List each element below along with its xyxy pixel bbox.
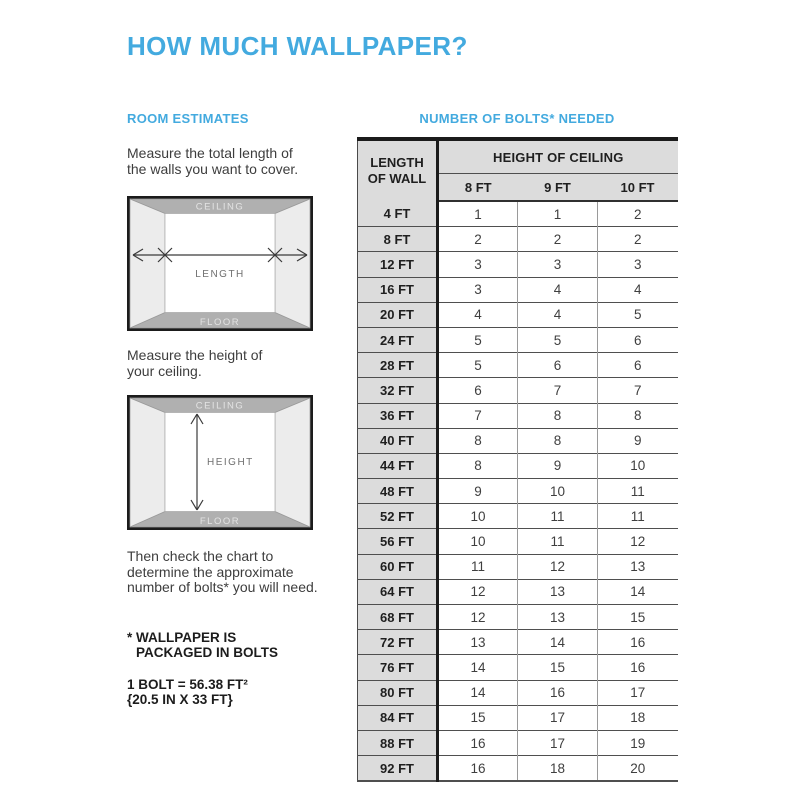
instruction-chart <box>127 549 318 596</box>
room-length-diagram <box>127 196 313 331</box>
bolt-spec <box>127 678 248 707</box>
table-row <box>358 277 678 302</box>
wall-length-cell: 80 FT <box>358 680 438 705</box>
wall-length-cell: 76 FT <box>358 655 438 680</box>
bolt-count-cell: 9 <box>518 453 598 478</box>
table-row <box>358 579 678 604</box>
length-label: LENGTH <box>195 269 245 280</box>
instruction-chart-line3: number of bolts* you will need. <box>127 579 318 595</box>
instruction-height <box>127 348 262 379</box>
table-row <box>358 453 678 478</box>
table-row <box>358 630 678 655</box>
bolt-count-cell: 10 <box>438 529 518 554</box>
bolt-count-cell: 14 <box>438 655 518 680</box>
bolt-count-cell: 5 <box>438 353 518 378</box>
wall-length-cell: 16 FT <box>358 277 438 302</box>
bolts-table-body <box>358 201 678 781</box>
wall-length-cell: 44 FT <box>358 453 438 478</box>
bolt-count-cell: 18 <box>598 705 678 730</box>
bolt-count-cell: 5 <box>598 302 678 327</box>
table-row <box>358 302 678 327</box>
table-row <box>358 756 678 782</box>
table-row <box>358 201 678 227</box>
bolt-count-cell: 12 <box>598 529 678 554</box>
bolt-count-cell: 8 <box>518 428 598 453</box>
col-header-10ft: 10 FT <box>598 174 678 202</box>
wall-length-cell: 20 FT <box>358 302 438 327</box>
bolts-table-heading: NUMBER OF BOLTS* NEEDED <box>419 111 615 126</box>
bolt-count-cell: 11 <box>518 529 598 554</box>
bolt-count-cell: 16 <box>598 630 678 655</box>
wall-length-cell: 72 FT <box>358 630 438 655</box>
bolt-count-cell: 19 <box>598 730 678 755</box>
bolt-count-cell: 11 <box>438 554 518 579</box>
bolt-count-cell: 13 <box>438 630 518 655</box>
bolt-count-cell: 8 <box>518 403 598 428</box>
bolts-table <box>357 137 678 782</box>
wall-length-cell: 8 FT <box>358 227 438 252</box>
bolt-count-cell: 17 <box>518 730 598 755</box>
length-of-wall-line2: OF WALL <box>367 171 427 186</box>
bolt-count-cell: 2 <box>518 227 598 252</box>
table-row <box>358 403 678 428</box>
bolt-count-cell: 1 <box>518 201 598 227</box>
bolt-count-cell: 16 <box>598 655 678 680</box>
bolt-count-cell: 3 <box>598 252 678 277</box>
table-row <box>358 353 678 378</box>
wall-length-cell: 4 FT <box>358 201 438 227</box>
instruction-height-line1: Measure the height of <box>127 347 263 363</box>
wall-length-cell: 60 FT <box>358 554 438 579</box>
length-of-wall-header <box>358 139 438 201</box>
bolt-count-cell: 13 <box>598 554 678 579</box>
wall-length-cell: 12 FT <box>358 252 438 277</box>
table-row <box>358 605 678 630</box>
bolt-count-cell: 9 <box>598 428 678 453</box>
bolt-count-cell: 17 <box>518 705 598 730</box>
bolt-count-cell: 4 <box>518 277 598 302</box>
bolt-spec-line1: 1 BOLT = 56.38 FT² <box>127 677 248 692</box>
floor-label: FLOOR <box>199 317 241 328</box>
bolt-count-cell: 8 <box>598 403 678 428</box>
table-row <box>358 554 678 579</box>
page-title: HOW MUCH WALLPAPER? <box>127 31 468 61</box>
bolts-footnote <box>127 631 278 660</box>
table-row <box>358 479 678 504</box>
table-row <box>358 680 678 705</box>
bolt-count-cell: 17 <box>598 680 678 705</box>
wall-length-cell: 36 FT <box>358 403 438 428</box>
bolt-count-cell: 6 <box>438 378 518 403</box>
bolts-footnote-line2: PACKAGED IN BOLTS <box>136 644 279 660</box>
bolt-count-cell: 16 <box>438 730 518 755</box>
ceiling-label: CEILING <box>195 201 245 213</box>
bolt-count-cell: 11 <box>598 479 678 504</box>
bolt-count-cell: 7 <box>438 403 518 428</box>
instruction-chart-line2: determine the approximate <box>127 563 294 580</box>
bolt-count-cell: 2 <box>438 227 518 252</box>
wall-length-cell: 92 FT <box>358 756 438 782</box>
wall-length-cell: 28 FT <box>358 353 438 378</box>
table-row <box>358 428 678 453</box>
bolt-count-cell: 16 <box>518 680 598 705</box>
wall-length-cell: 56 FT <box>358 529 438 554</box>
bolt-count-cell: 15 <box>598 605 678 630</box>
bolts-footnote-line1: * WALLPAPER IS <box>127 630 237 645</box>
table-row <box>358 252 678 277</box>
bolt-count-cell: 3 <box>438 277 518 302</box>
bolt-count-cell: 12 <box>438 579 518 604</box>
table-row <box>358 504 678 529</box>
table-row <box>358 378 678 403</box>
instruction-height-line2: your ceiling. <box>127 362 202 379</box>
bolt-count-cell: 10 <box>598 453 678 478</box>
back-wall-panel <box>165 214 275 313</box>
floor-label: FLOOR <box>199 516 241 527</box>
ceiling-label: CEILING <box>195 400 245 412</box>
bolt-count-cell: 14 <box>598 579 678 604</box>
table-row <box>358 529 678 554</box>
col-header-8ft: 8 FT <box>438 174 518 202</box>
bolt-count-cell: 7 <box>518 378 598 403</box>
bolt-count-cell: 10 <box>438 504 518 529</box>
right-wall-panel <box>275 398 310 527</box>
wall-length-cell: 32 FT <box>358 378 438 403</box>
wall-length-cell: 88 FT <box>358 730 438 755</box>
bolt-count-cell: 2 <box>598 227 678 252</box>
bolt-count-cell: 14 <box>518 630 598 655</box>
bolt-count-cell: 13 <box>518 579 598 604</box>
room-estimates-heading: ROOM ESTIMATES <box>127 111 249 126</box>
wall-length-cell: 52 FT <box>358 504 438 529</box>
bolt-count-cell: 4 <box>598 277 678 302</box>
bolt-count-cell: 8 <box>438 453 518 478</box>
wall-length-cell: 68 FT <box>358 605 438 630</box>
bolt-count-cell: 1 <box>438 201 518 227</box>
bolt-count-cell: 5 <box>518 327 598 352</box>
bolt-count-cell: 12 <box>438 605 518 630</box>
bolt-count-cell: 2 <box>598 201 678 227</box>
wall-length-cell: 84 FT <box>358 705 438 730</box>
bolt-count-cell: 15 <box>518 655 598 680</box>
bolt-count-cell: 6 <box>518 353 598 378</box>
table-row <box>358 730 678 755</box>
bolt-count-cell: 4 <box>518 302 598 327</box>
bolt-count-cell: 16 <box>438 756 518 782</box>
bolts-table-head <box>358 139 678 201</box>
wall-length-cell: 64 FT <box>358 579 438 604</box>
bolts-table-section <box>357 111 677 782</box>
bolt-count-cell: 15 <box>438 705 518 730</box>
bolt-count-cell: 9 <box>438 479 518 504</box>
bolt-count-cell: 6 <box>598 353 678 378</box>
bolt-spec-line2: {20.5 IN X 33 FT} <box>127 691 233 707</box>
left-wall-panel <box>130 398 165 527</box>
bolt-count-cell: 18 <box>518 756 598 782</box>
table-row <box>358 227 678 252</box>
table-row <box>358 705 678 730</box>
wall-length-cell: 24 FT <box>358 327 438 352</box>
bolt-count-cell: 10 <box>518 479 598 504</box>
bolt-count-cell: 8 <box>438 428 518 453</box>
bolt-count-cell: 12 <box>518 554 598 579</box>
instruction-length-line2: the walls you want to cover. <box>127 160 299 177</box>
bolt-count-cell: 3 <box>518 252 598 277</box>
bolt-count-cell: 3 <box>438 252 518 277</box>
room-height-diagram <box>127 395 313 530</box>
bolt-count-cell: 5 <box>438 327 518 352</box>
bolt-count-cell: 14 <box>438 680 518 705</box>
height-of-ceiling-header: HEIGHT OF CEILING <box>438 139 678 174</box>
right-wall-panel <box>275 199 310 328</box>
bolt-count-cell: 20 <box>598 756 678 782</box>
bolt-count-cell: 11 <box>518 504 598 529</box>
instruction-length <box>127 146 298 177</box>
instruction-chart-line1: Then check the chart to <box>127 548 274 564</box>
height-label: HEIGHT <box>207 457 254 468</box>
bolt-count-cell: 13 <box>518 605 598 630</box>
instruction-length-line1: Measure the total length of <box>127 145 293 161</box>
table-row <box>358 327 678 352</box>
left-wall-panel <box>130 199 165 328</box>
length-of-wall-line1: LENGTH <box>370 155 424 170</box>
bolt-count-cell: 7 <box>598 378 678 403</box>
bolt-count-cell: 6 <box>598 327 678 352</box>
col-header-9ft: 9 FT <box>518 174 598 202</box>
bolt-count-cell: 11 <box>598 504 678 529</box>
bolt-count-cell: 4 <box>438 302 518 327</box>
wall-length-cell: 48 FT <box>358 479 438 504</box>
wall-length-cell: 40 FT <box>358 428 438 453</box>
table-row <box>358 655 678 680</box>
